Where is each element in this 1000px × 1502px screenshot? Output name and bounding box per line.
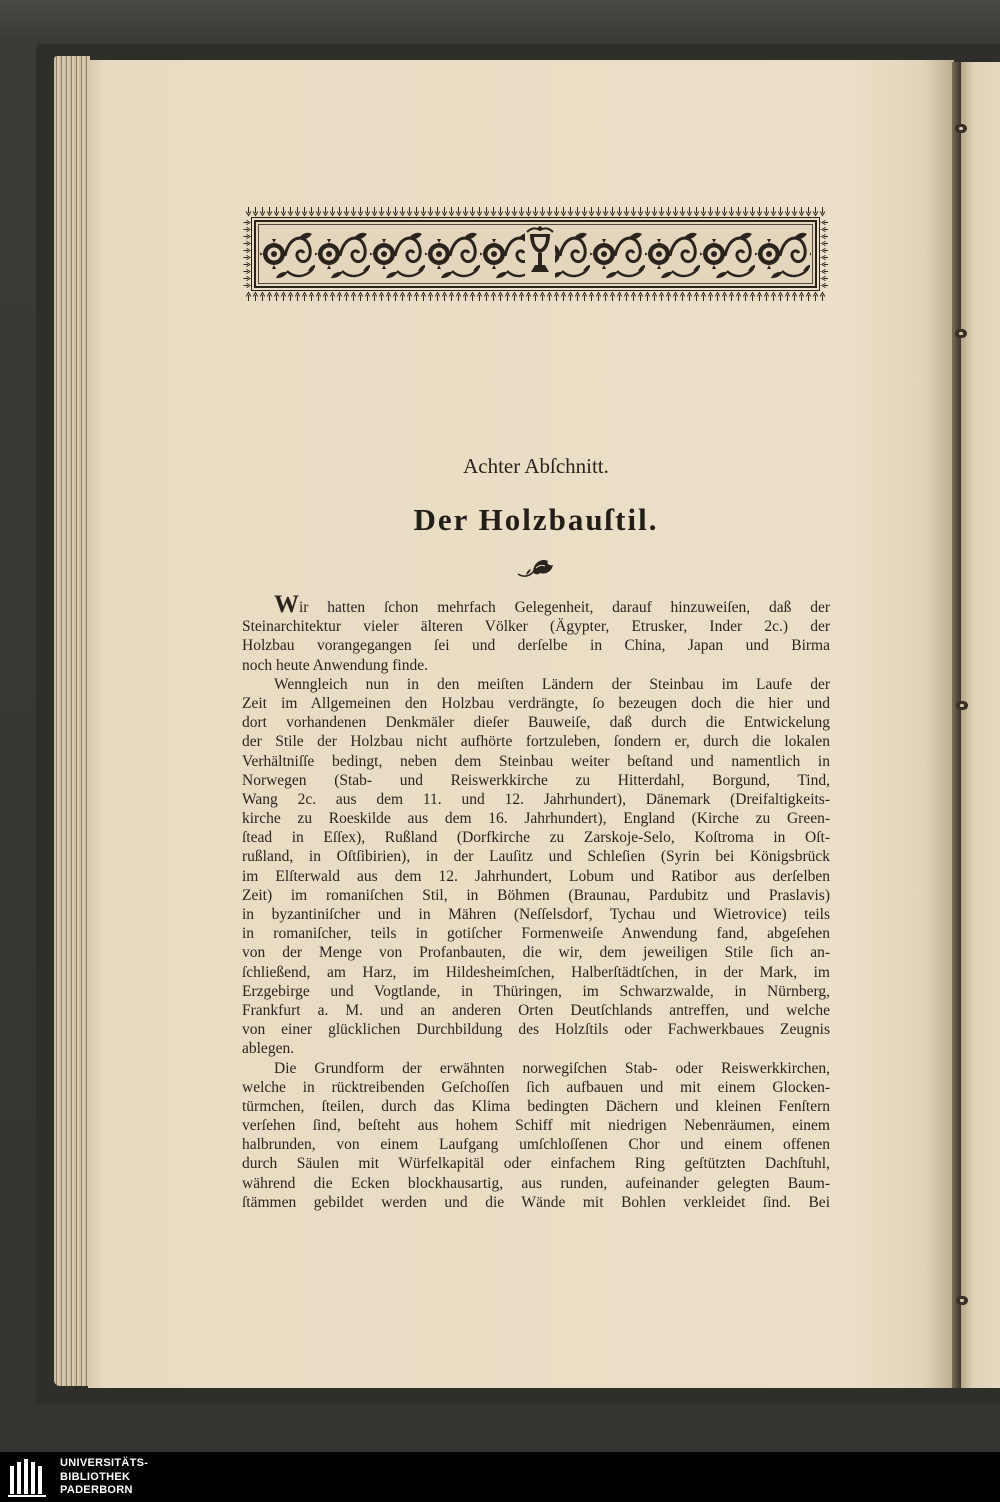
body-text: [242, 591, 830, 1212]
text-line: welche in rücktreibenden Geſchoſſen ſich aufbauen und mit einem Glocken-: [242, 1078, 830, 1096]
text-line: in byzantiniſcher und in Mähren (Neſſelsdorf, Tychau und Wietrovice) teils: [242, 906, 830, 923]
text-line: ablegen.: [242, 1040, 295, 1058]
binding-stitch-icon: [955, 329, 967, 338]
text-line: dort vorhandenen Denkmäler dieſer Bauweiſe, daß durch die Entwickelung: [242, 714, 830, 732]
book-gutter: [952, 62, 961, 1388]
text-line: ſtead in Eſſex), Rußland (Dorfkirche zu Zarskoje-Selo, Koſtroma in Oſt-: [242, 829, 830, 847]
paragraph: [242, 591, 830, 675]
text-line: ſchließend, am Harz, im Hildesheimſchen, Halberſtädtſchen, in der Mark, im: [242, 963, 830, 981]
section-heading: Achter Abſchnitt.: [463, 454, 609, 478]
text-line: Verhältniſſe bedingt, neben dem Steinbau weiter beſtand und namentlich in: [242, 752, 830, 770]
text-line: halbrunden, von einem Laufgang umſchloſſenen Chor und einem offenen: [242, 1136, 830, 1154]
text-line: kirche zu Roeskilde aus dem 16. Jahrhundert), England (Kirche zu Green-: [242, 810, 830, 828]
text-line: Norwegen (Stab- und Reiswerkkirche zu Hitterdahl, Borgund, Tind,: [242, 771, 830, 789]
urn-ornament-icon: [525, 226, 555, 282]
logo-line: BIBLIOTHEK: [60, 1470, 131, 1483]
text-line: durch Säulen mit Würfelkapitäl oder einfachem Ring geſtützten Dachſtuhl,: [242, 1155, 830, 1173]
text-line: ſtämmen gebildet werden und die Wände mit Bohlen verkleidet ſind. Bei: [242, 1193, 830, 1211]
text-line: Wang 2c. aus dem 11. und 12. Jahrhundert), Dänemark (Dreifaltigkeits-: [242, 790, 830, 808]
page-stack-edge: [54, 56, 90, 1386]
ornamental-headpiece: [243, 206, 828, 302]
text-line: [242, 591, 830, 618]
text-line: Wenngleich nun in den meiſten Ländern der Steinbau im Laufe der: [274, 675, 830, 693]
text-line-rest: ir hatten ſchon mehrfach Gelegenheit, darauf hinzuweiſen, daß der: [299, 599, 830, 616]
binding-stitch-icon: [956, 1296, 968, 1305]
binding-stitch-icon: [955, 124, 967, 133]
library-emblem-icon: [6, 1456, 50, 1498]
text-line: von der Menge von Profanbauten, die wir, dem jeweiligen Stile ſich an-: [242, 944, 830, 962]
text-line: noch heute Anwendung finde.: [242, 656, 428, 674]
library-footer-bar: [0, 1452, 1000, 1502]
paragraph: [242, 675, 830, 1059]
text-line: Die Grundform der erwähnten norwegiſchen Stab- oder Reiswerkkirchen,: [274, 1059, 830, 1077]
text-line: während die Ecken blockhausartig, aus runden, aufeinander gelegten Baum-: [242, 1174, 830, 1192]
text-line: der Stile der Holzbau nicht aufhörte fortzuleben, ſondern er, durch die lokalen: [242, 733, 830, 751]
text-line: Steinarchitektur vieler älteren Völker (Ägypter, Etrusker, Inder 2c.) der: [242, 618, 830, 636]
text-line: türmchen, ſteilen, durch das Klima bedingten Dächern und kleinen Fenſtern: [242, 1097, 830, 1115]
chapter-title: Der Holzbauſtil.: [413, 502, 659, 537]
text-line: verſehen ſind, beſteht aus hohem Schiff mit niedrigen Nebenräumen, einem: [242, 1117, 830, 1135]
text-line: rußland, in Oſtſibirien), in der Lauſitz und Schleſien (Syrin bei Königsbrück: [242, 848, 830, 866]
text-line: Frankfurt a. M. und an anderen Orten Deutſchlands antreffen, und welche: [242, 1001, 830, 1019]
text-line: in romaniſcher, teils in gotiſcher Formenweiſe Anwendung fand, abgeſehen: [242, 925, 830, 943]
library-logo-text: [60, 1457, 148, 1498]
text-line: im Elſterwald aus dem 12. Jahrhundert, Lobum und Ratibor aus derſelben: [242, 867, 830, 885]
text-line: Holzbau vorangegangen ſei und derſelbe in China, Japan und Birma: [242, 637, 830, 655]
text-line: Zeit) im romaniſchen Stil, in Böhmen (Braunau, Pardubitz und Praslavis): [242, 886, 830, 904]
binding-stitch-icon: [956, 701, 968, 710]
initial-letter: W: [274, 591, 299, 618]
text-line: Zeit im Allgemeinen den Holzbau verdrängte, ſo bezeugen doch die hier und: [242, 694, 830, 712]
text-line: Erzgebirge und Vogtlande, in Thüringen, im Schwarzwalde, in Nürnberg,: [242, 982, 830, 1000]
text-line: von einer glücklichen Durchbildung des Holzſtils oder Fachwerkbaues Zeugnis: [242, 1021, 830, 1039]
paragraph: [242, 1059, 830, 1213]
logo-line: PADERBORN: [60, 1484, 133, 1496]
logo-line: UNIVERSITÄTS-: [60, 1457, 149, 1469]
fleuron-icon: [516, 556, 556, 580]
facing-page-edge: [961, 62, 1000, 1388]
